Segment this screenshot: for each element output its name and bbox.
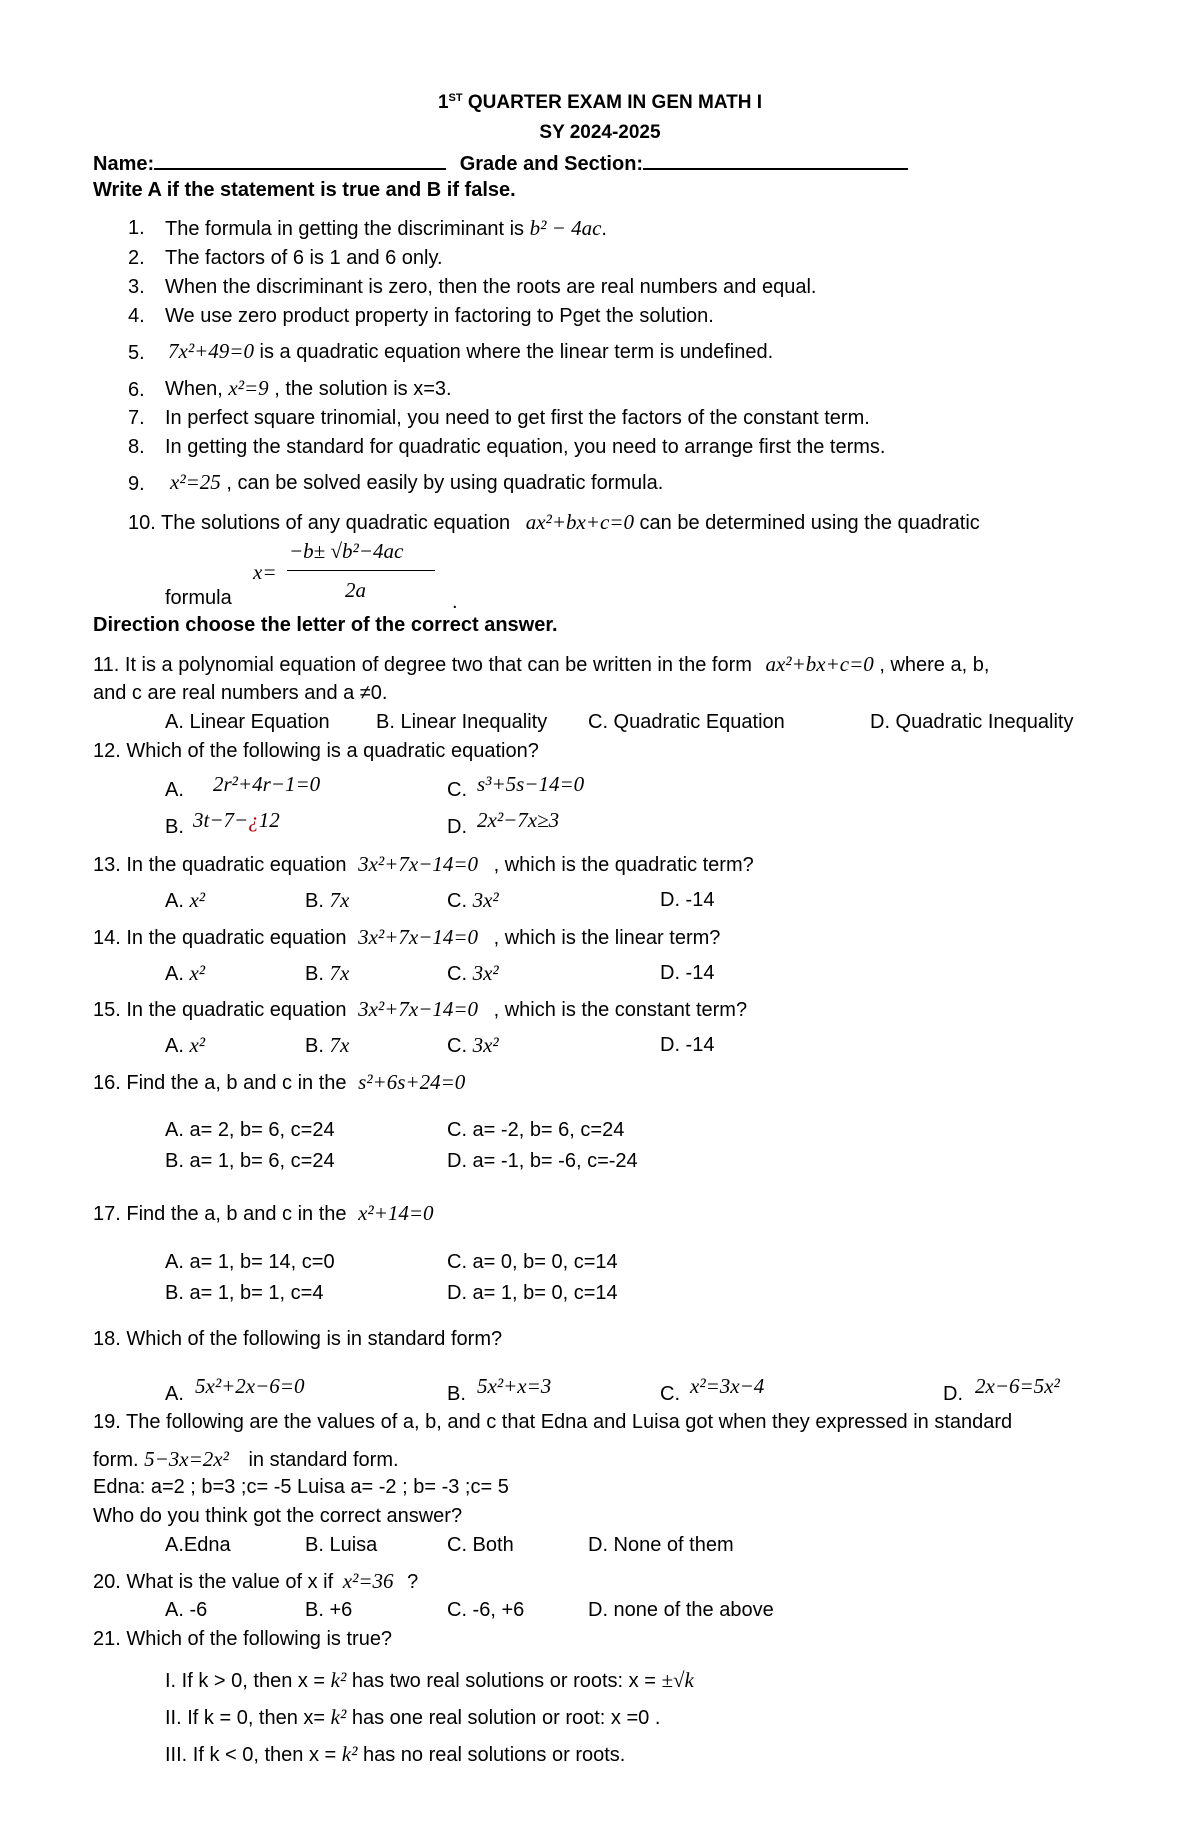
q18-num: 18. [93,1328,121,1350]
q10-math: ax²+bx+c=0 [525,510,634,534]
q21-ii-cond: k = 0, then x= [203,1707,326,1729]
q21-iii-pre: III. If [165,1744,204,1766]
question-4-num: 4. [128,305,145,327]
q19-math: 5−3x=2x² [144,1447,229,1471]
choice-math: 3x² [472,961,499,985]
q12-statement: Which of the following is a quadratic equation? [126,740,539,762]
q11-num: 11. [93,654,120,676]
question-6-num: 6. [128,379,145,401]
choice-math: x² [189,1033,206,1057]
q17-choice-c[interactable]: C. a= 0, b= 0, c=14 [447,1251,618,1273]
q21-iii-cond: k < 0, then x = [209,1744,337,1766]
question-15 [93,997,747,1022]
choice-letter: B. [305,963,324,985]
choice-math: 7x [329,888,350,912]
q21-num: 21. [93,1628,121,1650]
q12-b-main: 3t−7− [193,808,249,832]
q14-math: 3x²+7x−14=0 [358,925,479,949]
choice-letter: A. [165,1383,184,1405]
q10-formula-lhs: x= [253,560,277,584]
q19-statement: The following are the values of a, b, and c that Edna and Luisa got when they expressed in standard [126,1411,1013,1433]
q14-num: 14. [93,927,121,949]
q12-choice-b-math [193,808,280,832]
q17-math: x²+14=0 [358,1201,434,1225]
q21-ii-pre: II. If [165,1707,199,1729]
q14-statement-end: , which is the linear term? [493,927,721,949]
q19-line2-post: in standard form. [248,1449,399,1471]
title-number: 1 [437,92,449,113]
name-blank[interactable] [154,150,446,170]
q10-statement-end: can be determined using the quadratic [639,512,980,534]
q15-statement-end: , which is the constant term? [493,999,748,1021]
question-21 [93,1627,392,1651]
q12-choice-c[interactable] [447,778,467,802]
question-9-num: 9. [128,473,145,495]
q13-statement-end: , which is the quadratic term? [493,854,754,876]
q16-num: 16. [93,1072,121,1094]
title-ordinal: ST [448,92,463,104]
q11-choice-d[interactable]: D. Quadratic Inequality [870,711,1074,733]
q11-math: ax²+bx+c=0 [765,652,874,676]
q18-choice-c-math: x²=3x−4 [690,1374,765,1398]
q12-num: 12. [93,740,121,762]
q20-choice-b[interactable]: B. +6 [305,1599,353,1621]
question-2-num: 2. [128,247,145,269]
q11-line2: and c are real numbers and a ≠0. [93,682,388,704]
choice-letter: C. [447,890,467,912]
choice-letter: C. [447,1035,467,1057]
q14-choice-c[interactable] [447,961,499,986]
q14-choice-d[interactable]: D. -14 [660,962,715,984]
q10-num: 10. [128,512,156,534]
q12-choice-d-math: 2x²−7x≥3 [477,808,560,832]
q17-choice-a[interactable]: A. a= 1, b= 14, c=0 [165,1251,335,1273]
q12-choice-b[interactable] [165,815,184,839]
question-12 [93,739,539,763]
q21-statement: Which of the following is true? [126,1628,393,1650]
question-3-num: 3. [128,276,145,298]
q10-statement: The solutions of any quadratic equation [161,512,511,534]
q10-fraction-bar [287,570,435,571]
choice-letter: A. [165,779,184,801]
question-2: The factors of 6 is 1 and 6 only. [165,247,443,269]
q20-num: 20. [93,1571,121,1593]
q11-choice-b[interactable]: B. Linear Inequality [376,711,548,733]
q19-choice-c[interactable]: C. Both [447,1534,514,1556]
question-8-num: 8. [128,436,145,458]
q16-choice-a[interactable]: A. a= 2, b= 6, c=24 [165,1119,335,1141]
q21-i-pre: I. If [165,1670,193,1692]
q19-num: 19. [93,1411,121,1433]
q12-choice-d[interactable] [447,815,467,839]
q18-choice-a-math: 5x²+2x−6=0 [195,1374,305,1398]
q13-num: 13. [93,854,121,876]
q18-choice-d[interactable] [943,1382,963,1406]
question-6 [165,376,452,401]
q18-statement: Which of the following is in standard form? [126,1328,503,1350]
q19-choice-b[interactable]: B. Luisa [305,1534,378,1556]
q5-statement: is a quadratic equation where the linear term is undefined. [259,341,774,363]
q12-choice-a-math: 2r²+4r−1=0 [213,772,321,796]
q5-math: 7x²+49=0 [168,339,254,363]
q14-choice-b[interactable] [305,961,349,986]
q9-statement: , can be solved easily by using quadratic formula. [226,472,664,494]
choice-math: 7x [329,1033,350,1057]
q20-end: ? [407,1571,419,1593]
q19-line2-pre: form. [93,1449,139,1471]
q17-choice-b[interactable]: B. a= 1, b= 1, c=4 [165,1282,324,1304]
q16-statement: Find the a, b and c in the [126,1072,347,1094]
choice-letter: B. [447,1383,466,1405]
choice-letter: C. [447,779,467,801]
q10-formula-denominator: 2a [345,578,366,602]
question-5 [168,339,773,364]
choice-math: x² [189,888,206,912]
q-num: 1. [128,217,145,239]
q6-pre: When, [165,378,223,400]
choice-letter: A. [165,963,184,985]
q9-math: x²=25 [170,470,221,494]
q6-statement: , the solution is x=3. [274,378,452,400]
question-16 [93,1070,465,1095]
choice-math: x² [189,961,206,985]
grade-label: Grade and Section: [459,153,644,175]
question-10 [128,510,980,535]
q12-choice-c-math: s³+5s−14=0 [477,772,585,796]
q12-choice-a[interactable] [165,778,184,802]
q10-end: . [452,591,458,613]
q14-choice-a[interactable] [165,961,205,986]
q13-choice-d[interactable]: D. -14 [660,889,715,911]
q18-choice-a[interactable] [165,1382,184,1406]
q18-choice-c[interactable] [660,1382,680,1406]
q11-choice-c[interactable]: C. Quadratic Equation [588,711,785,733]
exam-title [0,92,1200,114]
q21-statement-i [165,1668,694,1693]
part1-direction: Write A if the statement is true and B if false. [93,179,516,201]
name-label: Name: [93,153,155,175]
q18-choice-b-math: 5x²+x=3 [477,1374,552,1398]
q1-end: . [601,218,607,240]
question-7: In perfect square trinomial, you need to get first the factors of the constant term. [165,407,870,429]
question-17 [93,1201,434,1226]
q1-math: b² − 4ac [529,216,602,240]
q21-iii-post: has no real solutions or roots. [362,1744,626,1766]
q20-statement: What is the value of x if [126,1571,334,1593]
q14-statement: In the quadratic equation [126,927,347,949]
q15-math: 3x²+7x−14=0 [358,997,479,1021]
q15-choice-b[interactable] [305,1033,349,1058]
question-5-num: 5. [128,342,145,364]
q21-iii-math: k² [341,1742,358,1766]
q11-choice-a[interactable]: A. Linear Equation [165,711,330,733]
choice-letter: A. [165,890,184,912]
choice-letter: D. [447,816,467,838]
q10-formula-label: formula [165,587,232,609]
q17-choice-d[interactable]: D. a= 1, b= 0, c=14 [447,1282,618,1304]
question-3: When the discriminant is zero, then the roots are real numbers and equal. [165,276,817,298]
question-14 [93,925,720,950]
q21-statement-iii [165,1742,625,1767]
part2-direction: Direction choose the letter of the correct answer. [93,614,558,636]
q20-choice-d[interactable]: D. none of the above [588,1599,774,1621]
question-18 [93,1327,502,1351]
q21-i-post: has two real solutions or roots: x = [351,1670,656,1692]
q10-formula-numerator: −b± √b²−4ac [289,539,404,563]
q21-ii-post: has one real solution or root: x =0 . [351,1707,661,1729]
choice-letter: D. [943,1383,963,1405]
q19-line2 [93,1447,399,1472]
q15-choice-d[interactable]: D. -14 [660,1034,715,1056]
q21-i-root: ±√k [661,1668,694,1692]
q16-choice-b[interactable]: B. a= 1, b= 6, c=24 [165,1150,335,1172]
question-4: We use zero product property in factoring to Pget the solution. [165,305,714,327]
choice-letter: C. [447,963,467,985]
q21-i-math: k² [330,1668,347,1692]
choice-letter: B. [165,816,184,838]
q19-line3: Edna: a=2 ; b=3 ;c= -5 Luisa a= -2 ; b= -3 ;c= 5 [93,1476,509,1498]
q6-math: x²=9 [228,376,269,400]
q20-math: x²=36 [342,1569,394,1593]
q11-statement-end: , where a, b, [879,654,990,676]
q1-statement: The formula in getting the discriminant is [165,218,525,240]
q13-math: 3x²+7x−14=0 [358,852,479,876]
question-1 [128,216,145,240]
choice-math: 7x [329,961,350,985]
school-year: SY 2024-2025 [539,122,661,143]
q19-line4: Who do you think got the correct answer? [93,1505,463,1527]
q1-text [165,216,607,241]
grade-blank[interactable] [643,150,908,170]
q13-choice-b[interactable] [305,888,349,913]
q16-choice-c[interactable]: C. a= -2, b= 6, c=24 [447,1119,625,1141]
q21-i-cond: k > 0, then x = [198,1670,326,1692]
question-20 [93,1569,418,1594]
q18-choice-d-math: 2x−6=5x² [975,1374,1060,1398]
question-13 [93,852,754,877]
q13-statement: In the quadratic equation [126,854,347,876]
q12-b-end: 12 [258,808,280,832]
name-line [93,150,908,176]
choice-letter: A. [165,1035,184,1057]
question-11 [93,652,989,677]
question-8: In getting the standard for quadratic equation, you need to arrange first the terms. [165,436,886,458]
q13-choice-c[interactable] [447,888,499,913]
q15-choice-c[interactable] [447,1033,499,1058]
q12-b-red: ¿ [248,808,259,832]
q11-statement: It is a polynomial equation of degree two that can be written in the form [124,654,752,676]
choice-letter: B. [305,890,324,912]
q19-choice-d[interactable]: D. None of them [588,1534,734,1556]
q20-choice-c[interactable]: C. -6, +6 [447,1599,525,1621]
choice-math: 3x² [472,888,499,912]
choice-letter: C. [660,1383,680,1405]
q13-choice-a[interactable] [165,888,205,913]
choice-letter: B. [305,1035,324,1057]
q19-choice-a[interactable]: A.Edna [165,1534,231,1556]
q15-statement: In the quadratic equation [126,999,347,1021]
q16-math: s²+6s+24=0 [358,1070,466,1094]
q20-choice-a[interactable]: A. -6 [165,1599,208,1621]
q15-choice-a[interactable] [165,1033,205,1058]
question-19 [93,1410,1012,1434]
q18-choice-b[interactable] [447,1382,466,1406]
q21-ii-math: k² [330,1705,347,1729]
question-9 [170,470,663,495]
question-7-num: 7. [128,407,145,429]
q16-choice-d[interactable]: D. a= -1, b= -6, c=-24 [447,1150,638,1172]
choice-math: 3x² [472,1033,499,1057]
q17-statement: Find the a, b and c in the [126,1203,347,1225]
q15-num: 15. [93,999,121,1021]
q21-statement-ii [165,1705,660,1730]
q17-num: 17. [93,1203,121,1225]
title-text: QUARTER EXAM IN GEN MATH I [462,92,763,113]
